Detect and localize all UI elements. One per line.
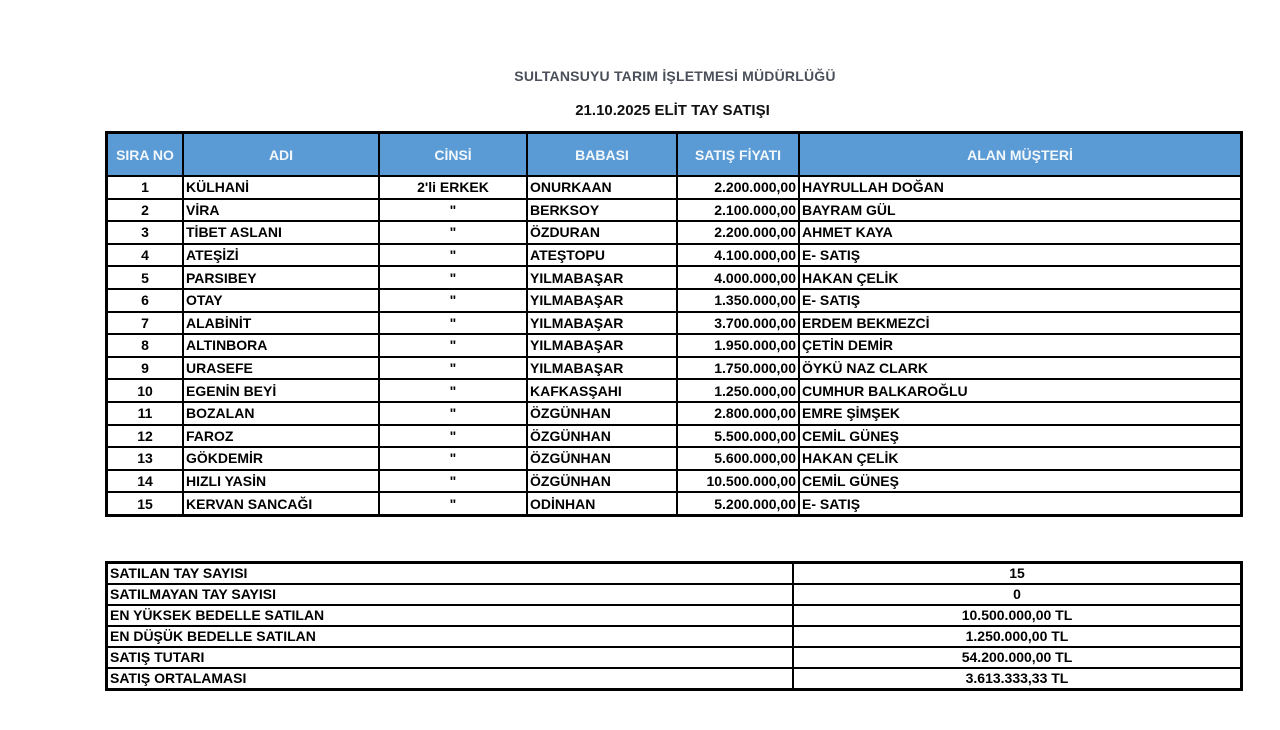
sale-price-cell: 4.000.000,00 bbox=[677, 266, 799, 289]
horse-type-cell: " bbox=[379, 379, 527, 402]
sire-name-cell: YILMABAŞAR bbox=[527, 289, 677, 312]
table-row bbox=[107, 312, 1242, 335]
horse-type-cell: " bbox=[379, 199, 527, 222]
summary-value: 54.200.000,00 TL bbox=[793, 647, 1242, 668]
table-row bbox=[107, 402, 1242, 425]
summary-value: 1.250.000,00 TL bbox=[793, 626, 1242, 647]
column-header-name: ADI bbox=[183, 133, 379, 177]
row-number-cell: 5 bbox=[107, 266, 184, 289]
row-number-cell: 12 bbox=[107, 425, 184, 448]
column-header-sire: BABASI bbox=[527, 133, 677, 177]
buyer-name-cell: ERDEM BEKMEZCİ bbox=[799, 312, 1242, 335]
table-row bbox=[107, 357, 1242, 380]
summary-value: 0 bbox=[793, 584, 1242, 605]
summary-row bbox=[107, 584, 1242, 605]
sire-name-cell: ATEŞTOPU bbox=[527, 244, 677, 267]
horse-name-cell: KERVAN SANCAĞI bbox=[183, 492, 379, 515]
row-number-cell: 3 bbox=[107, 221, 184, 244]
table-row bbox=[107, 492, 1242, 515]
horse-type-cell: " bbox=[379, 334, 527, 357]
table-row bbox=[107, 199, 1242, 222]
row-number-cell: 11 bbox=[107, 402, 184, 425]
horse-type-cell: " bbox=[379, 266, 527, 289]
buyer-name-cell: EMRE ŞİMŞEK bbox=[799, 402, 1242, 425]
buyer-name-cell: E- SATIŞ bbox=[799, 492, 1242, 515]
horse-name-cell: PARSIBEY bbox=[183, 266, 379, 289]
sire-name-cell: ÖZGÜNHAN bbox=[527, 470, 677, 493]
buyer-name-cell: ÖYKÜ NAZ CLARK bbox=[799, 357, 1242, 380]
buyer-name-cell: CEMİL GÜNEŞ bbox=[799, 425, 1242, 448]
table-row bbox=[107, 447, 1242, 470]
table-row bbox=[107, 221, 1242, 244]
summary-value: 15 bbox=[793, 563, 1242, 585]
summary-value: 10.500.000,00 TL bbox=[793, 605, 1242, 626]
summary-row bbox=[107, 647, 1242, 668]
summary-label: SATIŞ TUTARI bbox=[107, 647, 794, 668]
sale-price-cell: 1.750.000,00 bbox=[677, 357, 799, 380]
sire-name-cell: KAFKASŞAHI bbox=[527, 379, 677, 402]
sale-price-cell: 2.800.000,00 bbox=[677, 402, 799, 425]
sire-name-cell: BERKSOY bbox=[527, 199, 677, 222]
summary-label: SATIŞ ORTALAMASI bbox=[107, 668, 794, 690]
table-row bbox=[107, 470, 1242, 493]
horse-name-cell: URASEFE bbox=[183, 357, 379, 380]
summary-label: EN YÜKSEK BEDELLE SATILAN bbox=[107, 605, 794, 626]
institution-title: SULTANSUYU TARIM İŞLETMESİ MÜDÜRLÜĞÜ bbox=[514, 68, 836, 84]
horse-type-cell: " bbox=[379, 447, 527, 470]
summary-label: SATILAN TAY SAYISI bbox=[107, 563, 794, 585]
horse-name-cell: BOZALAN bbox=[183, 402, 379, 425]
buyer-name-cell: BAYRAM GÜL bbox=[799, 199, 1242, 222]
horse-name-cell: KÜLHANİ bbox=[183, 176, 379, 199]
table-row bbox=[107, 176, 1242, 199]
buyer-name-cell: HAKAN ÇELİK bbox=[799, 266, 1242, 289]
row-number-cell: 15 bbox=[107, 492, 184, 515]
row-number-cell: 14 bbox=[107, 470, 184, 493]
row-number-cell: 6 bbox=[107, 289, 184, 312]
row-number-cell: 7 bbox=[107, 312, 184, 335]
sale-price-cell: 1.250.000,00 bbox=[677, 379, 799, 402]
buyer-name-cell: CUMHUR BALKAROĞLU bbox=[799, 379, 1242, 402]
table-row bbox=[107, 266, 1242, 289]
sire-name-cell: ÖZGÜNHAN bbox=[527, 425, 677, 448]
row-number-cell: 10 bbox=[107, 379, 184, 402]
buyer-name-cell: CEMİL GÜNEŞ bbox=[799, 470, 1242, 493]
horse-name-cell: HIZLI YASİN bbox=[183, 470, 379, 493]
table-row bbox=[107, 289, 1242, 312]
horse-type-cell: " bbox=[379, 312, 527, 335]
sale-price-cell: 1.350.000,00 bbox=[677, 289, 799, 312]
horse-type-cell: 2'li ERKEK bbox=[379, 176, 527, 199]
summary-table bbox=[105, 561, 1243, 691]
row-number-cell: 13 bbox=[107, 447, 184, 470]
horse-type-cell: " bbox=[379, 289, 527, 312]
sale-price-cell: 5.600.000,00 bbox=[677, 447, 799, 470]
summary-label: EN DÜŞÜK BEDELLE SATILAN bbox=[107, 626, 794, 647]
horse-type-cell: " bbox=[379, 470, 527, 493]
row-number-cell: 8 bbox=[107, 334, 184, 357]
sire-name-cell: YILMABAŞAR bbox=[527, 312, 677, 335]
horse-type-cell: " bbox=[379, 425, 527, 448]
horse-name-cell: EGENİN BEYİ bbox=[183, 379, 379, 402]
sire-name-cell: ÖZGÜNHAN bbox=[527, 402, 677, 425]
buyer-name-cell: HAYRULLAH DOĞAN bbox=[799, 176, 1242, 199]
sale-price-cell: 10.500.000,00 bbox=[677, 470, 799, 493]
buyer-name-cell: HAKAN ÇELİK bbox=[799, 447, 1242, 470]
sire-name-cell: ONURKAAN bbox=[527, 176, 677, 199]
summary-row bbox=[107, 605, 1242, 626]
table-row bbox=[107, 244, 1242, 267]
horse-type-cell: " bbox=[379, 402, 527, 425]
sale-price-cell: 2.200.000,00 bbox=[677, 176, 799, 199]
column-header-price: SATIŞ FİYATI bbox=[677, 133, 799, 177]
sale-price-cell: 1.950.000,00 bbox=[677, 334, 799, 357]
horse-type-cell: " bbox=[379, 357, 527, 380]
summary-value: 3.613.333,33 TL bbox=[793, 668, 1242, 690]
table-row bbox=[107, 334, 1242, 357]
sale-price-cell: 4.100.000,00 bbox=[677, 244, 799, 267]
sale-price-cell: 5.200.000,00 bbox=[677, 492, 799, 515]
summary-row bbox=[107, 563, 1242, 585]
horse-type-cell: " bbox=[379, 244, 527, 267]
row-number-cell: 9 bbox=[107, 357, 184, 380]
row-number-cell: 2 bbox=[107, 199, 184, 222]
sale-price-cell: 5.500.000,00 bbox=[677, 425, 799, 448]
summary-label: SATILMAYAN TAY SAYISI bbox=[107, 584, 794, 605]
table-header-row bbox=[107, 133, 1242, 177]
sire-name-cell: YILMABAŞAR bbox=[527, 266, 677, 289]
row-number-cell: 4 bbox=[107, 244, 184, 267]
column-header-type: CİNSİ bbox=[379, 133, 527, 177]
sire-name-cell: YILMABAŞAR bbox=[527, 357, 677, 380]
horse-name-cell: FAROZ bbox=[183, 425, 379, 448]
sale-price-cell: 2.100.000,00 bbox=[677, 199, 799, 222]
horse-type-cell: " bbox=[379, 492, 527, 515]
table-row bbox=[107, 379, 1242, 402]
summary-row bbox=[107, 668, 1242, 690]
sire-name-cell: ÖZGÜNHAN bbox=[527, 447, 677, 470]
column-header-buyer: ALAN MÜŞTERİ bbox=[799, 133, 1242, 177]
sales-table bbox=[105, 131, 1243, 517]
row-number-cell: 1 bbox=[107, 176, 184, 199]
table-row bbox=[107, 425, 1242, 448]
horse-name-cell: VİRA bbox=[183, 199, 379, 222]
buyer-name-cell: AHMET KAYA bbox=[799, 221, 1242, 244]
sale-price-cell: 3.700.000,00 bbox=[677, 312, 799, 335]
buyer-name-cell: E- SATIŞ bbox=[799, 244, 1242, 267]
horse-name-cell: ALABİNİT bbox=[183, 312, 379, 335]
horse-name-cell: ATEŞİZİ bbox=[183, 244, 379, 267]
horse-name-cell: GÖKDEMİR bbox=[183, 447, 379, 470]
sale-title: 21.10.2025 ELİT TAY SATIŞI bbox=[575, 102, 770, 119]
buyer-name-cell: ÇETİN DEMİR bbox=[799, 334, 1242, 357]
horse-name-cell: TİBET ASLANI bbox=[183, 221, 379, 244]
summary-row bbox=[107, 626, 1242, 647]
buyer-name-cell: E- SATIŞ bbox=[799, 289, 1242, 312]
sire-name-cell: YILMABAŞAR bbox=[527, 334, 677, 357]
sale-price-cell: 2.200.000,00 bbox=[677, 221, 799, 244]
horse-name-cell: ALTINBORA bbox=[183, 334, 379, 357]
sire-name-cell: ÖZDURAN bbox=[527, 221, 677, 244]
column-header-no: SIRA NO bbox=[107, 133, 184, 177]
horse-type-cell: " bbox=[379, 221, 527, 244]
sire-name-cell: ODİNHAN bbox=[527, 492, 677, 515]
horse-name-cell: OTAY bbox=[183, 289, 379, 312]
